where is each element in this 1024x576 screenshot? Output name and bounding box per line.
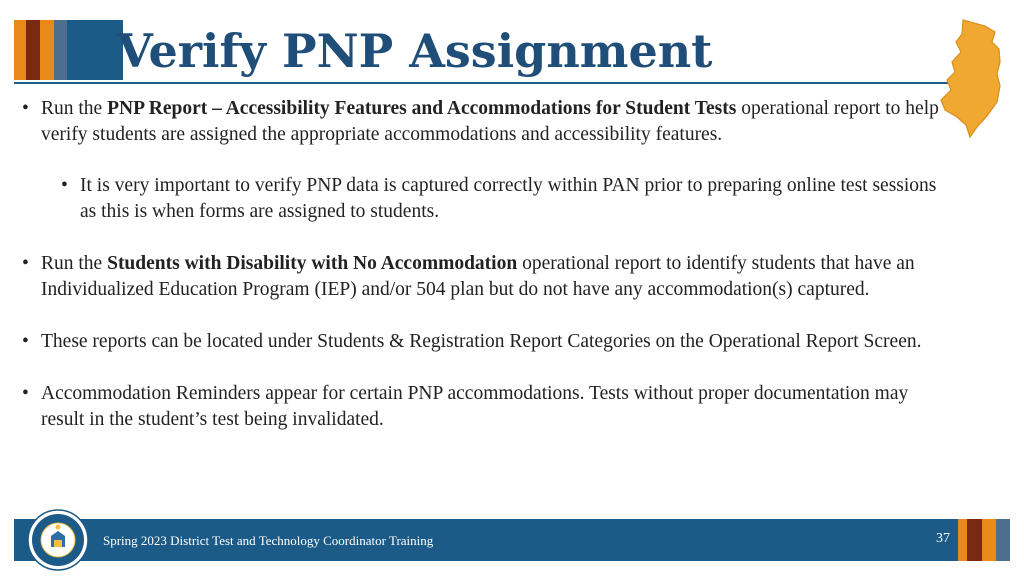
accent-bar-orange bbox=[982, 519, 996, 561]
title-divider bbox=[14, 82, 962, 84]
bullet-text-bold: Students with Disability with No Accommodation bbox=[107, 253, 518, 274]
footer-accent-bars bbox=[958, 519, 1010, 561]
bullet-text-post: operational report to help verify students are assigned the appropriate accommodations and accessibility features. bbox=[41, 98, 939, 145]
accent-bar-orange bbox=[40, 20, 54, 80]
bullet-report-location bbox=[22, 329, 942, 355]
accent-bar-orange bbox=[14, 20, 26, 80]
nj-department-of-education-seal bbox=[27, 509, 89, 571]
accent-bar-dark-red bbox=[26, 20, 40, 80]
bullet-pnp-report bbox=[22, 96, 942, 148]
bullet-text-pre: Run the bbox=[41, 253, 108, 274]
accent-bar-gray-blue bbox=[54, 20, 67, 80]
bullet-text: It is very important to verify PNP data is captured correctly within PAN prior to preparing online test sessions as this is when forms are assigned to students. bbox=[80, 175, 937, 222]
bullet-text: These reports can be located under Students & Registration Report Categories on the Operational Report Screen. bbox=[41, 331, 922, 352]
page-title: Verify PNP Assignment bbox=[117, 24, 713, 78]
page-number: 37 bbox=[936, 531, 950, 546]
bullet-list bbox=[22, 96, 942, 433]
accent-bar-gray-blue bbox=[996, 519, 1010, 561]
accent-bar-blue bbox=[67, 20, 123, 80]
bullet-accommodation-reminders bbox=[22, 381, 942, 433]
new-jersey-map-icon bbox=[937, 16, 1009, 140]
accent-bar-orange bbox=[958, 519, 967, 561]
bullet-disability-report bbox=[22, 251, 942, 303]
header-accent-bars bbox=[14, 20, 123, 80]
bullet-text-bold: PNP Report – Accessibility Features and Accommodations for Student Tests bbox=[107, 98, 737, 119]
sub-bullet-verify-pnp bbox=[61, 173, 942, 225]
accent-bar-dark-red bbox=[967, 519, 982, 561]
footer-text: Spring 2023 District Test and Technology Coordinator Training bbox=[103, 533, 434, 548]
bullet-text-pre: Run the bbox=[41, 98, 108, 119]
bullet-text-post: operational report to identify students that have an Individualized Education Program (IEP) and/or 504 plan but do not have any accommodation(s) captured. bbox=[41, 253, 915, 300]
bullet-text: Accommodation Reminders appear for certain PNP accommodations. Tests without proper documentation may result in the student’s test being invalidated. bbox=[41, 383, 909, 430]
footer-bar bbox=[14, 519, 958, 561]
